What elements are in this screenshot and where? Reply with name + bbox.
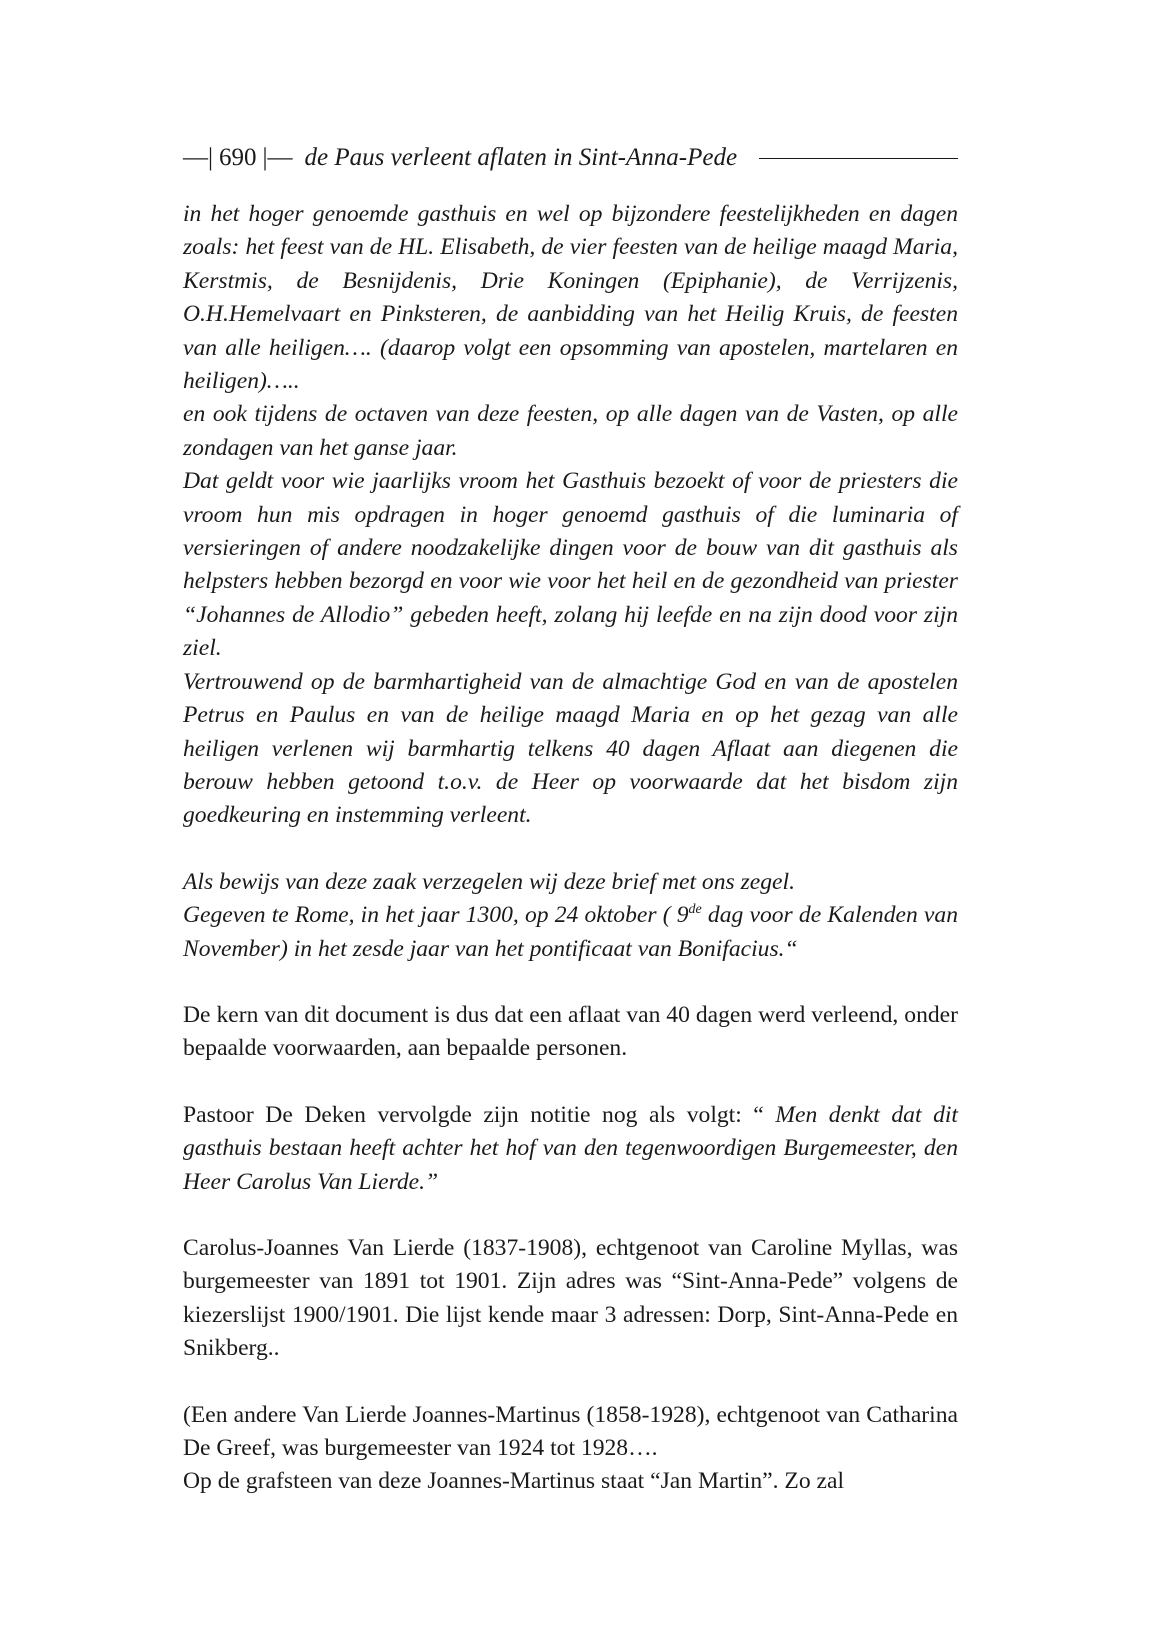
quote-paragraph: Vertrouwend op de barmhartigheid van de almachtige God en van de apostelen Petrus en Paulus en van de heilige maagd Maria en op het gezag van alle heiligen verlenen wij barmhartig telkens 40 dagen Aflaat aan diegenen die berouw hebben getoond t.o.v. de Heer op voorwaarde dat het bisdom zijn goedkeuring en instemming verleent. xyxy=(183,668,958,829)
body-paragraph xyxy=(183,1099,958,1199)
pastoor-intro: Pastoor De Deken vervolgde zijn notitie nog als volgt: “ xyxy=(183,1101,776,1128)
quote-paragraph: en ook tijdens de octaven van deze feesten, op alle dagen van de Vasten, op alle zondagen van het ganse jaar. xyxy=(183,401,958,461)
body-paragraph: Op de grafsteen van deze Joannes-Martinus staat “Jan Martin”. Zo zal xyxy=(183,1468,845,1495)
ordinal-superscript: de xyxy=(688,902,702,918)
header-trail-dash: |— xyxy=(262,144,293,171)
paragraph-gap xyxy=(183,966,958,999)
quote-paragraph: Als bewijs van deze zaak verzegelen wij deze brief met ons zegel. xyxy=(183,868,795,895)
quote-paragraph xyxy=(183,899,958,966)
date-text: Gegeven te Rome, in het jaar 1300, op 24 oktober ( 9 xyxy=(183,902,689,929)
pastoor-quote: Men denkt dat dit gasthuis bestaan heeft achter het hof van den tegenwoordigen Burgemeester, den Heer Carolus Van Lierde.” xyxy=(183,1101,958,1195)
page-number: 690 xyxy=(219,144,257,171)
running-header xyxy=(183,138,958,178)
body-paragraph: De kern van dit document is dus dat een aflaat van 40 dagen werd verleend, onder bepaalde voorwaarden, aan bepaalde personen. xyxy=(183,1001,958,1062)
paragraph-gap xyxy=(183,1199,958,1232)
quote-paragraph: in het hoger genoemde gasthuis en wel op bijzondere feestelijkheden en dagen zoals: het feest van de HL. Elisabeth, de vier feesten van de heilige maagd Maria, Kerstmis, de Besnijdenis, Drie Koningen (Epiphanie), de Verrijzenis, O.H.Hemelvaart en Pinksteren, de aanbidding van het Heilig Kruis, de feesten van alle heiligen…. (daarop volgt een opsomming van apostelen, martelaren en heiligen)….. xyxy=(183,201,958,395)
header-lead-dash: —| xyxy=(183,144,214,171)
header-rule xyxy=(759,158,958,159)
quote-paragraph: Dat geldt voor wie jaarlijks vroom het Gasthuis bezoekt of voor de priesters die vroom hun mis opdragen in hoger genoemd gasthuis of die luminaria of versieringen of andere noodzakelijke dingen voor de bouw van dit gasthuis als helpsters hebben bezorgd en voor wie voor het heil en de gezondheid van priester “Johannes de Allodio” gebeden heeft, zolang hij leefde en na zijn dood voor zijn ziel. xyxy=(183,468,958,662)
body-paragraph: (Een andere Van Lierde Joannes-Martinus (1858-1928), echtgenoot van Catharina De Greef, was burgemeester van 1924 tot 1928…. xyxy=(183,1401,958,1461)
date-text-continued: dag voor de Kalenden van November) in het zesde jaar van het pontificaat van Bonifacius.“ xyxy=(183,902,958,962)
paragraph-gap xyxy=(183,1066,958,1099)
page-body xyxy=(183,198,958,1499)
running-title: de Paus verleent aflaten in Sint-Anna-Pede xyxy=(304,144,738,171)
paragraph-gap xyxy=(183,833,958,866)
body-paragraph: Carolus-Joannes Van Lierde (1837-1908), echtgenoot van Caroline Myllas, was burgemeester van 1891 tot 1901. Zijn adres was “Sint-Anna-Pede” volgens de kiezerslijst 1900/1901. Die lijst kende maar 3 adressen: Dorp, Sint-Anna-Pede en Snikberg.. xyxy=(183,1234,958,1362)
page xyxy=(183,138,958,1499)
paragraph-gap xyxy=(183,1366,958,1399)
